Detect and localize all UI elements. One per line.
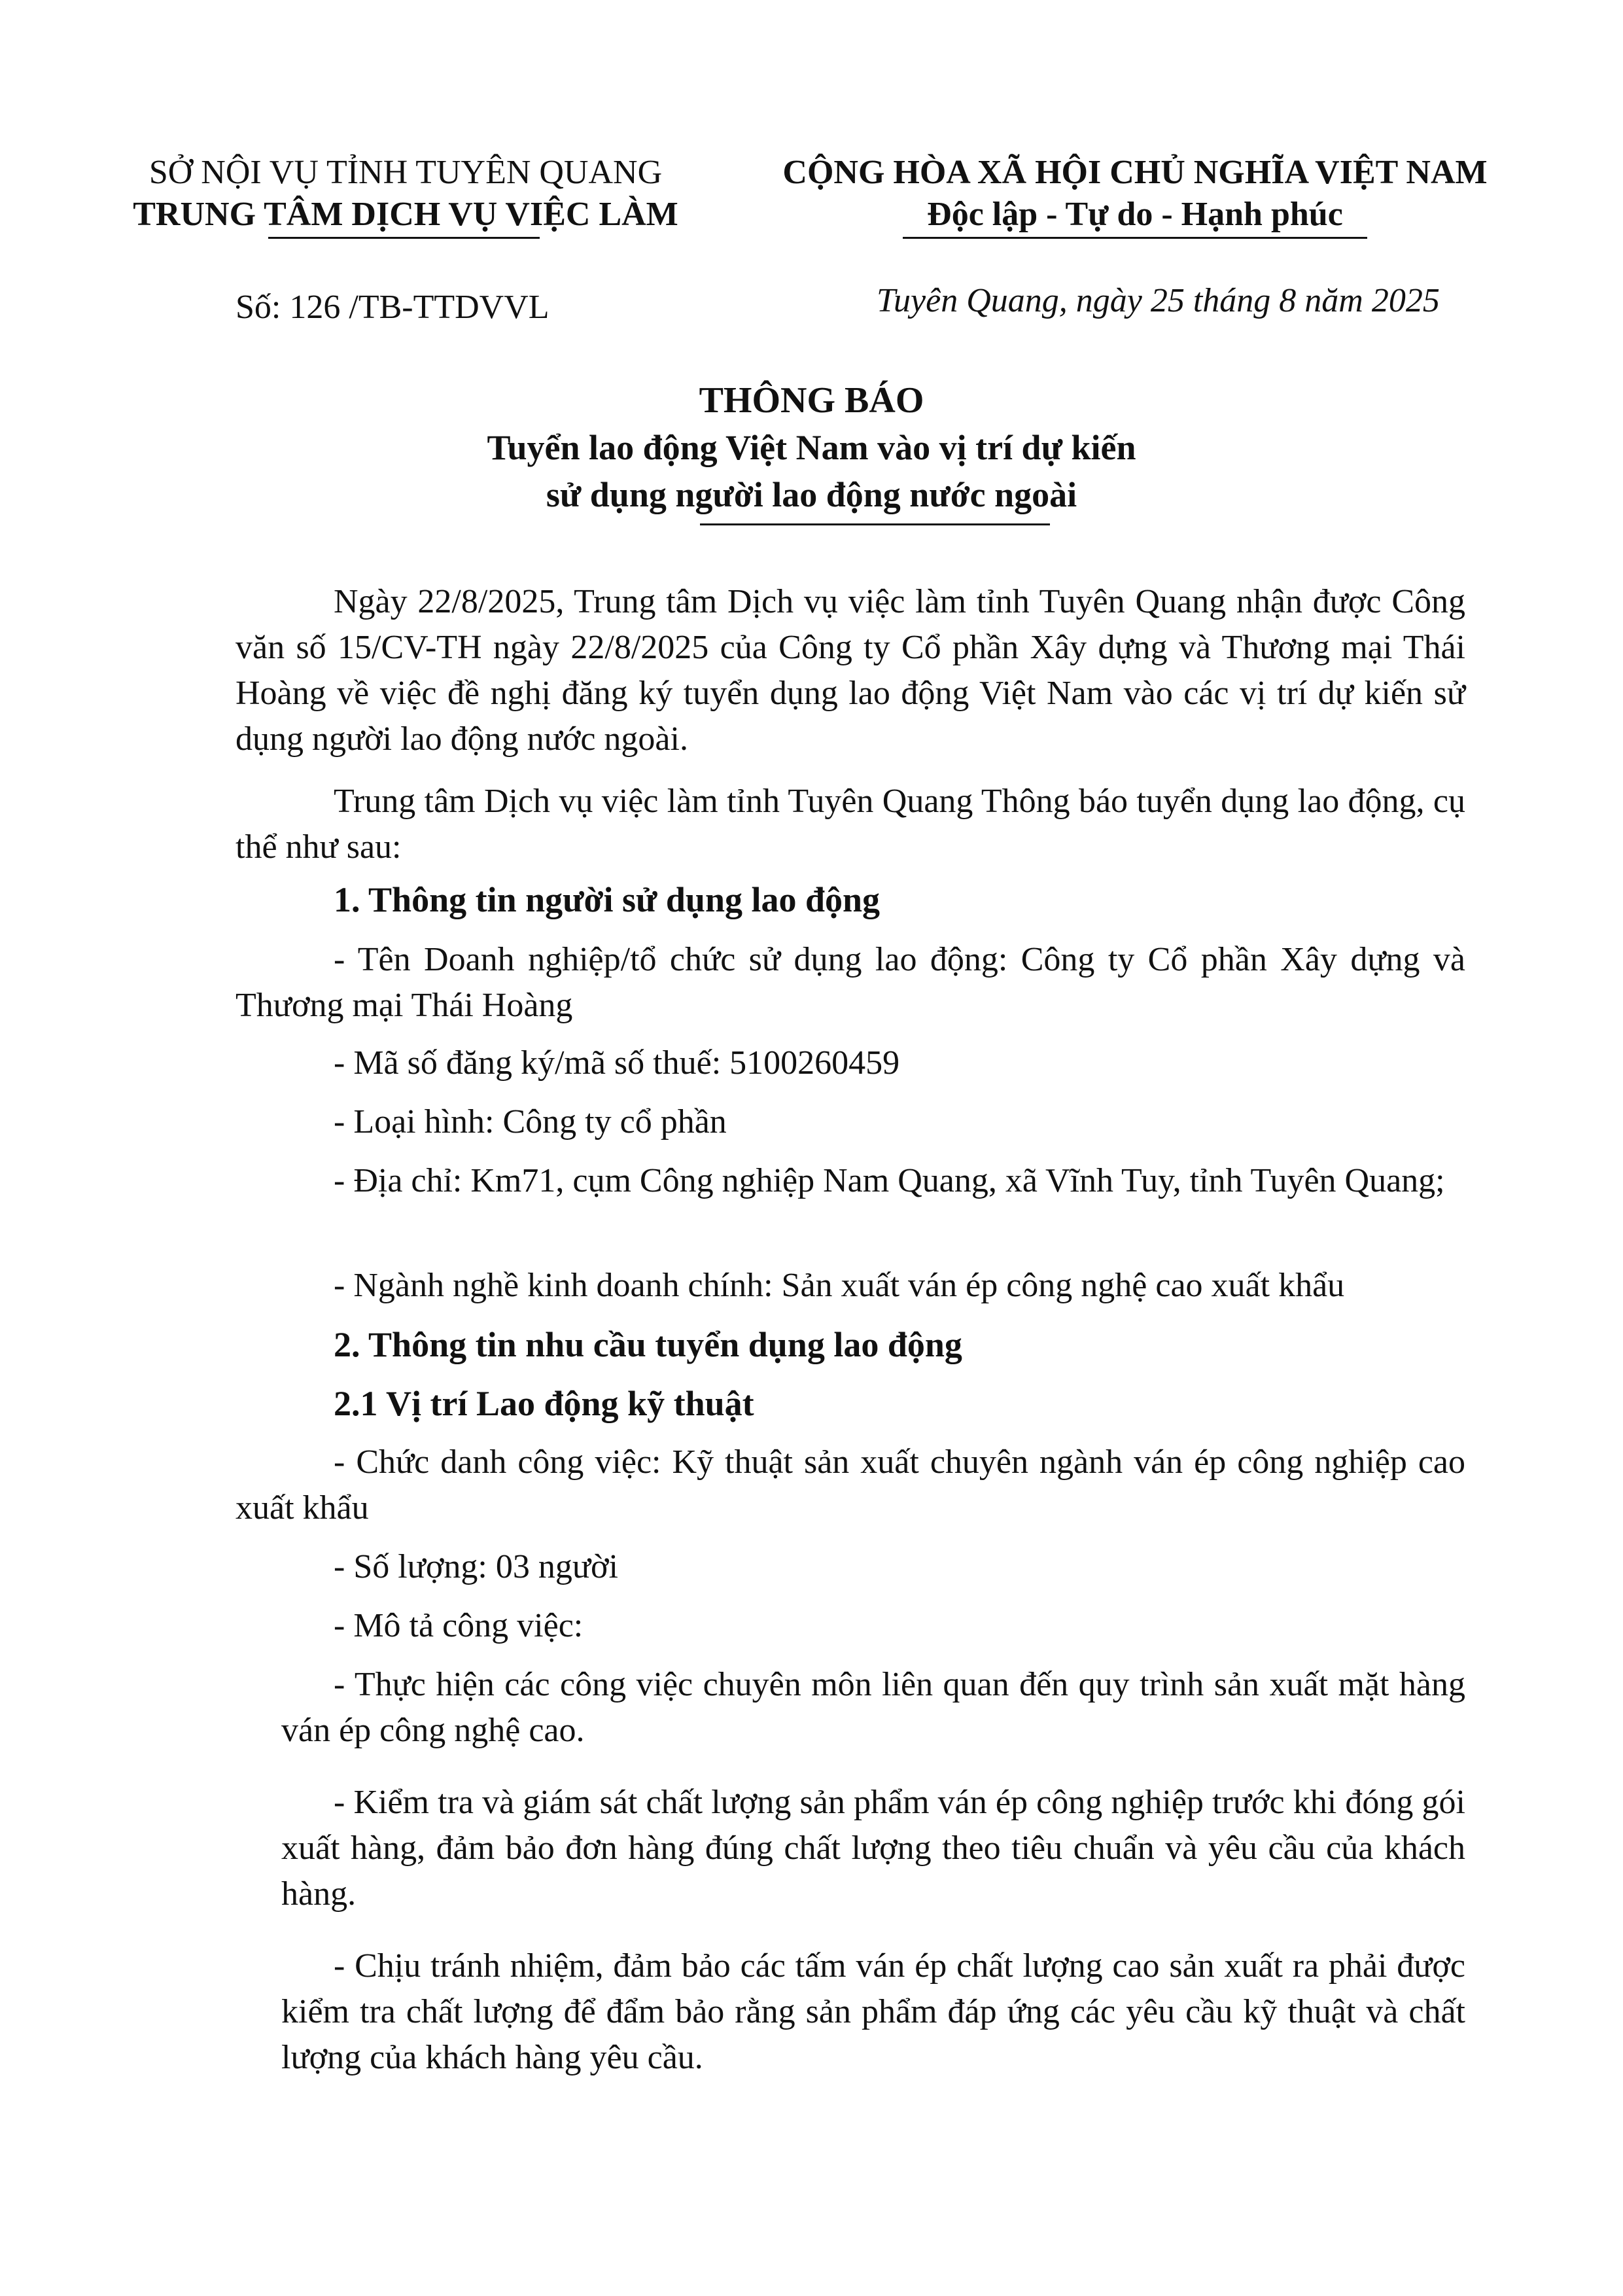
document-number: Số: 126 /TB-TTDVVL xyxy=(236,289,550,326)
national-motto: Độc lập - Tự do - Hạnh phúc xyxy=(927,196,1343,233)
job-duty-3: - Chịu tránh nhiệm, đảm bảo các tấm ván ép chất lượng cao sản xuất ra phải được kiểm tra chất lượng để đẩm bảo rằng sản phẩm đáp ứng các yêu cầu kỹ thuật và chất lượng của khách hàng yêu cầu. xyxy=(281,1947,1465,2076)
section-1-heading: 1. Thông tin người sử dụng lao động xyxy=(334,880,881,919)
document-title: THÔNG BÁO xyxy=(699,380,924,421)
section-2-1-heading: 2.1 Vị trí Lao động kỹ thuật xyxy=(334,1384,754,1423)
company-address: - Địa chỉ: Km71, cụm Công nghiệp Nam Quang, xã Vĩnh Tuy, tỉnh Tuyên Quang; xyxy=(334,1162,1445,1199)
company-type: - Loại hình: Công ty cổ phần xyxy=(334,1103,727,1140)
place-and-date: Tuyên Quang, ngày 25 tháng 8 năm 2025 xyxy=(877,282,1440,319)
business-line: - Ngành nghề kinh doanh chính: Sản xuất ván ép công nghệ cao xuất khẩu xyxy=(334,1267,1345,1304)
job-quantity: - Số lượng: 03 người xyxy=(334,1548,618,1585)
section-2-heading: 2. Thông tin nhu cầu tuyển dụng lao động xyxy=(334,1325,962,1364)
header-right-underline xyxy=(903,237,1367,239)
national-title: CỘNG HÒA XÃ HỘI CHỦ NGHĨA VIỆT NAM xyxy=(782,154,1488,191)
employer-name: - Tên Doanh nghiệp/tổ chức sử dụng lao động: Công ty Cổ phần Xây dựng và Thương mại Thái Hoàng xyxy=(236,941,1465,1024)
title-underline xyxy=(700,523,1050,525)
document-subtitle-line1: Tuyển lao động Việt Nam vào vị trí dự kiến xyxy=(487,428,1136,467)
job-duty-2: - Kiểm tra và giám sát chất lượng sản phẩm ván ép công nghiệp trước khi đóng gói xuất hàng, đảm bảo đơn hàng đúng chất lượng theo tiêu chuẩn và yêu cầu của khách hàng. xyxy=(281,1784,1465,1913)
issuing-authority: SỞ NỘI VỤ TỈNH TUYÊN QUANG xyxy=(148,154,663,191)
issuing-organization: TRUNG TÂM DỊCH VỤ VIỆC LÀM xyxy=(133,196,678,233)
job-description-label: - Mô tả công việc: xyxy=(334,1607,584,1644)
intro-paragraph: Ngày 22/8/2025, Trung tâm Dịch vụ việc làm tỉnh Tuyên Quang nhận được Công văn số 15/CV-TH ngày 22/8/2025 của Công ty Cổ phần Xây dựng và Thương mại Thái Hoàng về việc đề nghị đăng ký tuyển dụng lao động Việt Nam vào các vị trí dự kiến sử dụng người lao động nước ngoài. xyxy=(236,583,1465,758)
job-title: - Chức danh công việc: Kỹ thuật sản xuất chuyên ngành ván ép công nghiệp cao xuất khẩu xyxy=(236,1443,1465,1527)
document-subtitle-line2: sử dụng người lao động nước ngoài xyxy=(546,475,1077,514)
header-left-underline xyxy=(268,237,540,239)
tax-code: - Mã số đăng ký/mã số thuế: 5100260459 xyxy=(334,1044,900,1082)
notice-paragraph: Trung tâm Dịch vụ việc làm tỉnh Tuyên Quang Thông báo tuyển dụng lao động, cụ thể như sau: xyxy=(236,783,1465,866)
job-duty-1: - Thực hiện các công việc chuyên môn liên quan đến quy trình sản xuất mặt hàng ván ép công nghệ cao. xyxy=(281,1666,1465,1749)
